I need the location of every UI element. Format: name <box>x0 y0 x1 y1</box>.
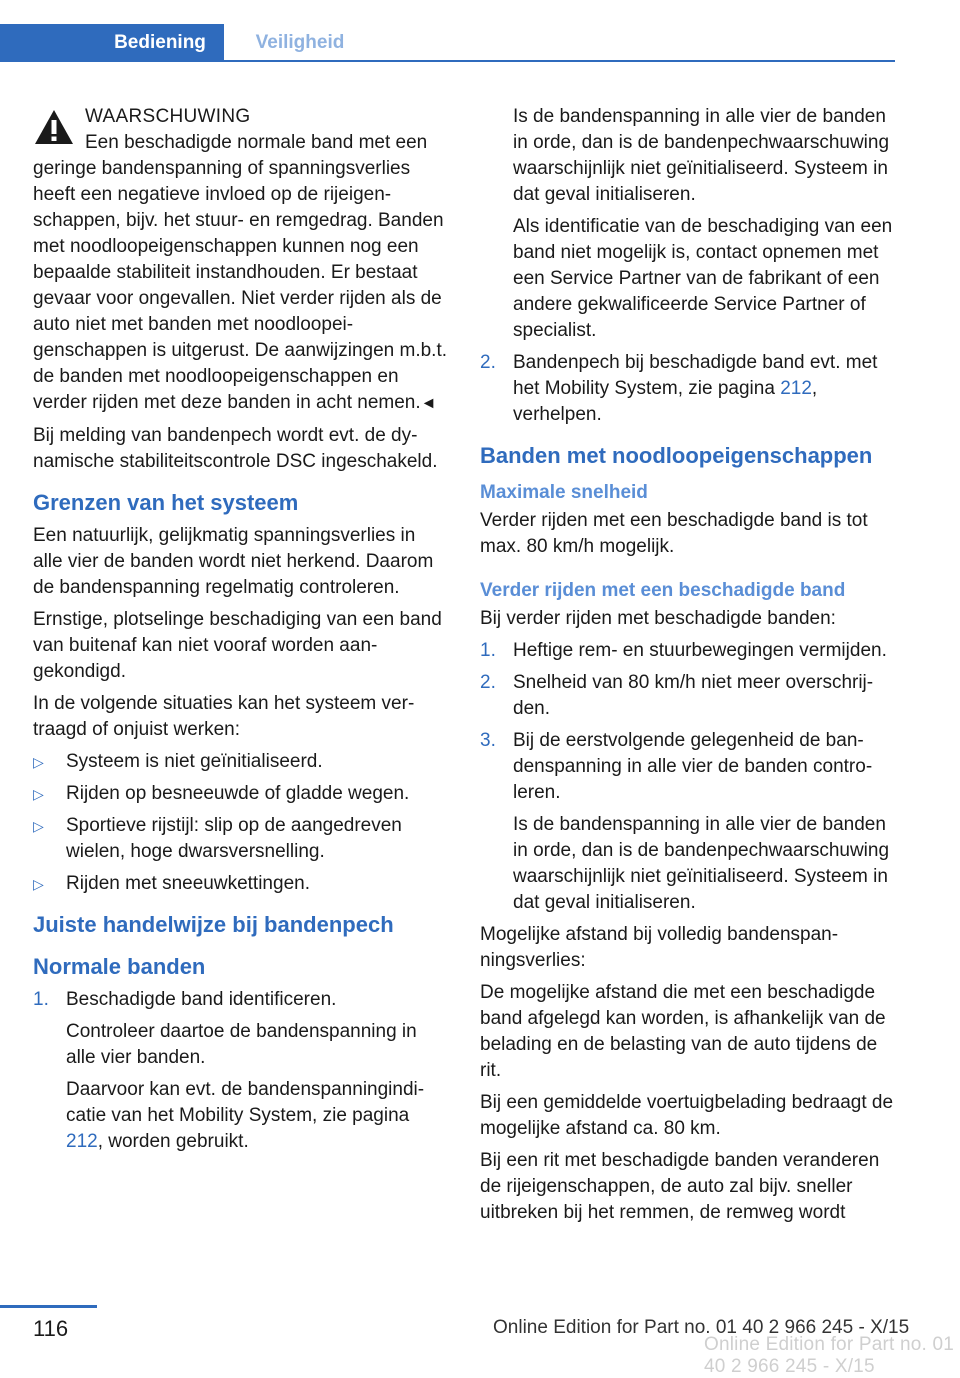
range-paragraph-4: Bij een rit met beschadigde banden veranderen de rijeigenschappen, de auto zal bijv. sneller uitbreken bij het remmen, de remweg wordt <box>480 1150 880 1223</box>
step-subtext: Is de bandenspanning in alle vier de banden in orde, dan is de bandenpechwaarschuwing waarschijnlijk niet geïnitialiseerd. Systeem in dat geval initialiseren. <box>513 106 890 205</box>
step-subtext: Is de bandenspanning in alle vier de banden in orde, dan is de bandenpechwaarschuwing waarschijnlijk niet geïnitialiseerd. Systeem in dat geval initialiseren. <box>513 814 890 913</box>
step-text: Snelheid van 80 km/h niet meer overschrijden. <box>513 672 874 719</box>
tab-veiligheid[interactable]: Veiligheid <box>255 32 345 53</box>
situation-list <box>33 749 448 897</box>
step-subtext <box>66 1077 448 1155</box>
triangle-bullet-icon: ▷ <box>33 786 44 802</box>
warning-body: Een beschadigde normale band met een geringe bandenspanning of spanningsverlies heeft een negatieve invloed op de rijeigenschappen, bijv. het stuur- en remgedrag. Banden met noodloopeigenschappen kunnen nog een bepaalde stabiliteit instandhouden. Er bestaat gevaar voor ongevallen. Niet verder rijden als de auto niet met banden met noodloopeigenschappen is uitgerust. De aanwijzingen m.b.t. de banden met noodloopeigenschappen en verder rijden met deze banden in acht nemen. <box>33 132 448 413</box>
step-text: Bij de eerstvolgende gelegenheid de bandenspanning in alle vier de banden controleren. <box>513 730 873 803</box>
list-item <box>33 987 448 1155</box>
right-column <box>480 104 896 1232</box>
subheading-continue-driving: Verder rijden met een beschadigde band <box>480 580 846 601</box>
warning-triangle-icon <box>33 108 75 146</box>
continue-paragraph: Bij verder rijden met beschadigde banden: <box>480 608 836 629</box>
limits-paragraph-1: Een natuurlijk, gelijkmatig spanningsverlies in alle vier de banden wordt niet herkend. Daarom de bandenspanning regelmatig controleren. <box>33 525 434 598</box>
list-item <box>33 813 448 865</box>
list-item <box>480 670 896 722</box>
page-reference-link[interactable]: 212 <box>780 378 812 399</box>
step-number: 1. <box>480 640 496 661</box>
page-reference-link[interactable]: 212 <box>66 1131 98 1152</box>
tab-bediening[interactable]: Bediening <box>0 24 224 62</box>
dsc-paragraph: Bij melding van bandenpech wordt evt. de dynamische stabiliteitscontrole DSC ingeschakeld. <box>33 425 438 472</box>
step-number: 2. <box>480 352 496 373</box>
step-subtext-part: Daarvoor kan evt. de bandenspanningindicatie van het Mobility System, zie pagina <box>66 1079 425 1126</box>
list-item <box>480 638 896 664</box>
footer-rule <box>0 1305 97 1308</box>
watermark: Online Edition for Part no. 01 40 2 966 245 - X/15 <box>704 1334 954 1377</box>
list-item-text: Sportieve rijstijl: slip op de aangedreven wielen, hoge dwarsversnelling. <box>66 815 402 862</box>
list-item <box>33 749 448 775</box>
range-paragraph-3: Bij een gemiddelde voertuigbelading bedraagt de mogelijke afstand ca. 80 km. <box>480 1092 894 1139</box>
step-text: Heftige rem- en stuurbewegingen vermijden. <box>513 640 887 661</box>
range-paragraph-1: Mogelijke afstand bij volledig bandenspanningsverlies: <box>480 924 839 971</box>
triangle-bullet-icon: ▷ <box>33 754 44 770</box>
step-text: Bandenpech bij beschadigde band evt. met het Mobility System, zie pagina <box>513 352 878 399</box>
triangle-bullet-icon: ▷ <box>33 876 44 892</box>
step-subtext: Als identificatie van de beschadiging van een band niet mogelijk is, contact opnemen met een Service Partner van de fabrikant of een andere gekwalificeerde Service Partner of specialist. <box>513 216 893 341</box>
list-item-text: Rijden met sneeuwkettingen. <box>66 873 310 894</box>
list-item <box>480 728 896 916</box>
limits-paragraph-2: Ernstige, plotselinge beschadiging van een band van buitenaf kan niet vooraf worden aangekondigd. <box>33 609 442 682</box>
range-paragraph-2: De mogelijke afstand die met een beschadigde band afgelegd kan worden, is afhankelijk van de belading en de belasting van de auto tijdens de rit. <box>480 982 886 1081</box>
list-item-text: Systeem is niet geïnitialiseerd. <box>66 751 323 772</box>
heading-normal-tyres: Normale banden <box>33 954 206 979</box>
heading-correct-action: Juiste handelwijze bij bandenpech <box>33 912 394 937</box>
warning-block <box>33 104 448 417</box>
step-subtext-part: , worden gebruikt. <box>97 1131 249 1152</box>
page-number: 116 <box>33 1316 69 1341</box>
edition-note: Online Edition for Part no. 01 40 2 966 245 - X/15 <box>493 1317 910 1338</box>
heading-system-limits: Grenzen van het systeem <box>33 490 299 515</box>
list-item-text: Rijden op besneeuwde of gladde wegen. <box>66 783 410 804</box>
subheading-max-speed: Maximale snelheid <box>480 482 648 503</box>
step-text: Beschadigde band identificeren. <box>66 989 337 1010</box>
warning-title: WAARSCHUWING <box>85 106 251 127</box>
end-marker: ◄ <box>420 395 437 412</box>
list-item <box>33 871 448 897</box>
step-number: 3. <box>480 730 496 751</box>
list-item <box>33 781 448 807</box>
limits-paragraph-3: In de volgende situaties kan het systeem vertraagd of onjuist werken: <box>33 693 415 740</box>
procedure-list <box>480 350 896 428</box>
left-column <box>33 104 448 1161</box>
step-number: 1. <box>33 989 49 1010</box>
continue-steps-list <box>480 638 896 916</box>
step-text: , verhelpen. <box>513 378 818 425</box>
procedure-list <box>33 987 448 1155</box>
max-speed-paragraph: Verder rijden met een beschadigde band is tot max. 80 km/h mogelijk. <box>480 510 868 557</box>
header-rule <box>0 60 895 62</box>
heading-runflat-tyres: Banden met noodloopeigenschappen <box>480 443 873 468</box>
list-item-continuation <box>480 104 896 344</box>
step-subtext: Controleer daartoe de bandenspanning in alle vier banden. <box>66 1021 417 1068</box>
section-tabbar <box>0 24 895 62</box>
step-number: 2. <box>480 672 496 693</box>
list-item <box>480 350 896 428</box>
warning-text <box>33 130 448 417</box>
triangle-bullet-icon: ▷ <box>33 818 44 834</box>
